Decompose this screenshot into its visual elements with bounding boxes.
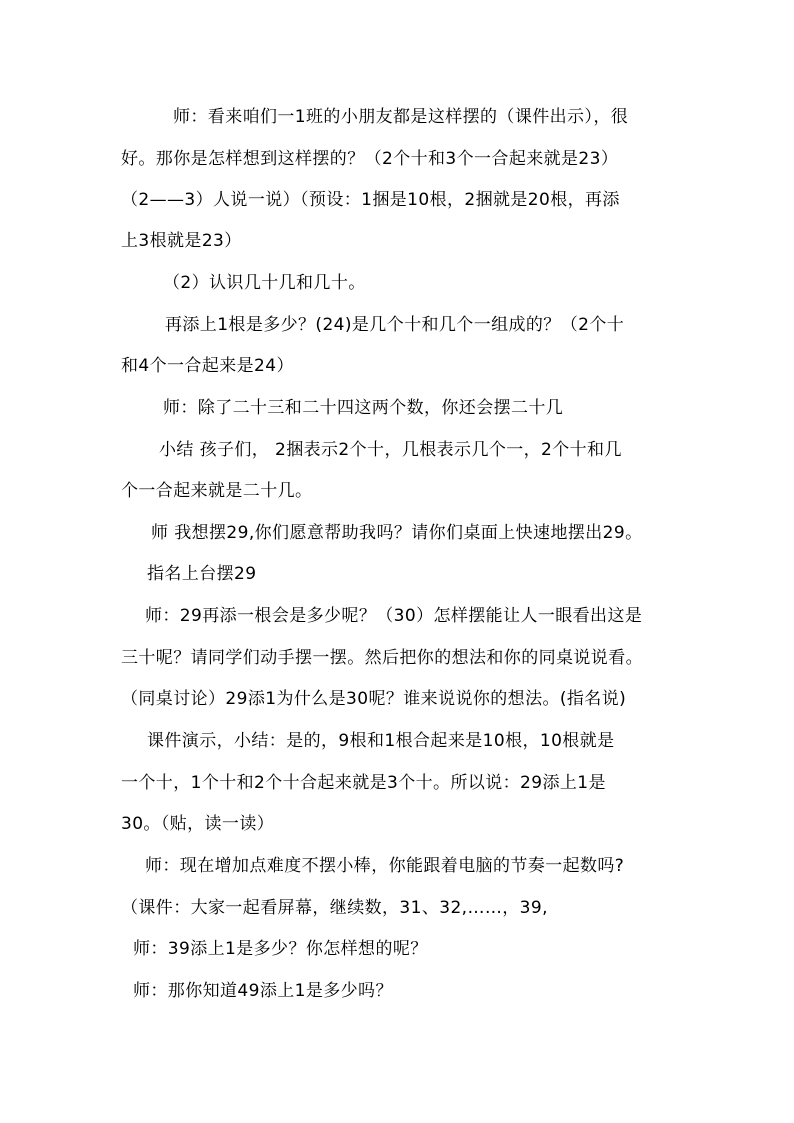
text-line: 小结 孩子们， 2捆表示2个十，几根表示几个一，2个十和几 <box>159 440 622 460</box>
text-line: 三十呢？请同学们动手摆一摆。然后把你的想法和你的同桌说说看。 <box>121 648 643 668</box>
text-line: 师：看来咱们一1班的小朋友都是这样摆的（课件出示），很 <box>173 107 629 127</box>
text-line: 好。那你是怎样想到这样摆的？（2个十和3个一合起来就是23） <box>121 149 619 169</box>
text-line: 师：29再添一根会是多少呢？（30）怎样摆能让人一眼看出这是 <box>145 606 643 626</box>
text-line: 师：现在增加点难度不摆小棒，你能跟着电脑的节奏一起数吗? <box>145 856 625 876</box>
text-line: 师 我想摆29,你们愿意帮助我吗？请你们桌面上快速地摆出29。 <box>151 523 643 543</box>
text-line: 上3根就是23） <box>121 231 242 251</box>
text-line: （2——3）人说一说）（预设：1捆是10根，2捆就是20根，再添 <box>121 190 620 210</box>
text-line: 师：那你知道49添上1是多少吗？ <box>133 981 393 1001</box>
text-line: （同桌讨论）29添1为什么是30呢？谁来说说你的想法。(指名说) <box>121 689 627 709</box>
text-line: 30。（贴，读一读） <box>121 814 275 834</box>
text-line: 师：除了二十三和二十四这两个数，你还会摆二十几 <box>163 398 564 418</box>
text-line: 课件演示，小结：是的，9根和1根合起来是10根，10根就是 <box>147 731 615 751</box>
text-line: 和4个一合起来是24） <box>121 356 294 376</box>
text-line: 个一合起来就是二十几。 <box>121 481 313 501</box>
text-line: 再添上1根是多少？(24)是几个十和几个一组成的？（2个十 <box>165 315 625 335</box>
text-line: 一个十，1个十和2个十合起来就是3个十。所以说：29添上1是 <box>121 773 606 793</box>
text-line: （课件：大家一起看屏幕，继续数，31、32,……，39, <box>121 898 548 918</box>
text-line: （2）认识几十几和几十。 <box>163 273 366 293</box>
text-line: 指名上台摆29 <box>147 564 257 584</box>
text-line: 师：39添上1是多少？你怎样想的呢？ <box>133 939 428 959</box>
